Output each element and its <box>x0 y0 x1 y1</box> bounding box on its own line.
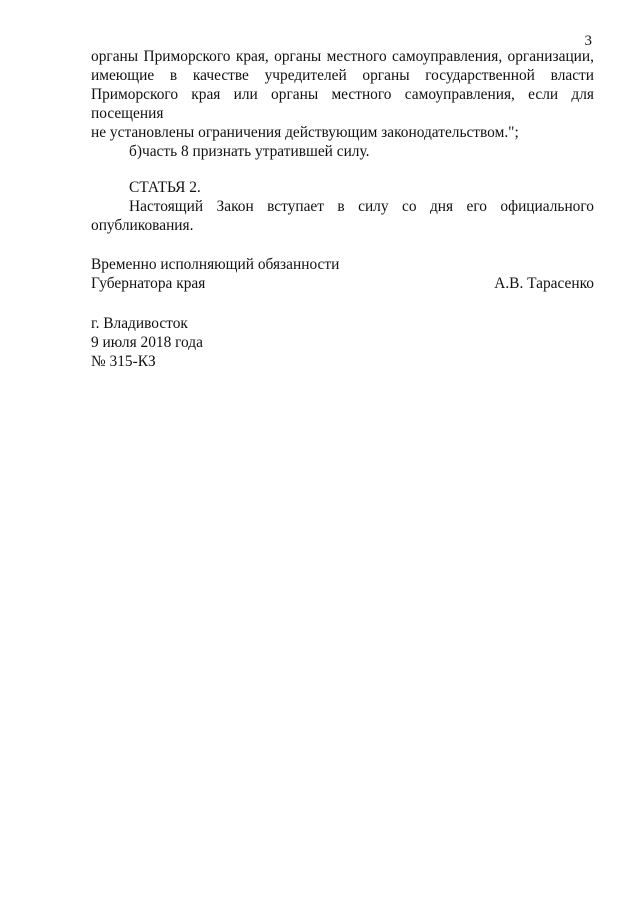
signature-block <box>91 255 594 293</box>
article-text-line: Настоящий Закон вступает в силу со дня его официального <box>129 198 594 215</box>
city: г. Владивосток <box>91 315 188 332</box>
spacer <box>91 161 594 178</box>
signatory-position: Временно исполняющий обязанности <box>91 256 340 273</box>
article-heading: СТАТЬЯ 2. <box>129 179 201 196</box>
page-number: 3 <box>584 33 592 49</box>
signatory-name: А.В. Тарасенко <box>494 275 594 292</box>
signatory-position: Губернатора края <box>91 275 206 292</box>
document-footer <box>91 314 203 371</box>
article-text-line: опубликования. <box>91 217 194 234</box>
law-number: № 315-КЗ <box>91 353 156 370</box>
item-b-text: б)часть 8 признать утратившей силу. <box>129 143 370 160</box>
signature-row <box>91 274 594 293</box>
paragraph-line: Приморского края или органы местного самоуправления, если для посещения <box>91 86 594 122</box>
document-body <box>91 47 594 235</box>
paragraph-line: имеющие в качестве учредителей органы государственной власти <box>91 67 594 84</box>
date: 9 июля 2018 года <box>91 334 203 351</box>
paragraph-line: не установлены ограничения действующим законодательством."; <box>91 124 519 141</box>
paragraph-line: органы Приморского края, органы местного самоуправления, организации, <box>91 48 594 65</box>
